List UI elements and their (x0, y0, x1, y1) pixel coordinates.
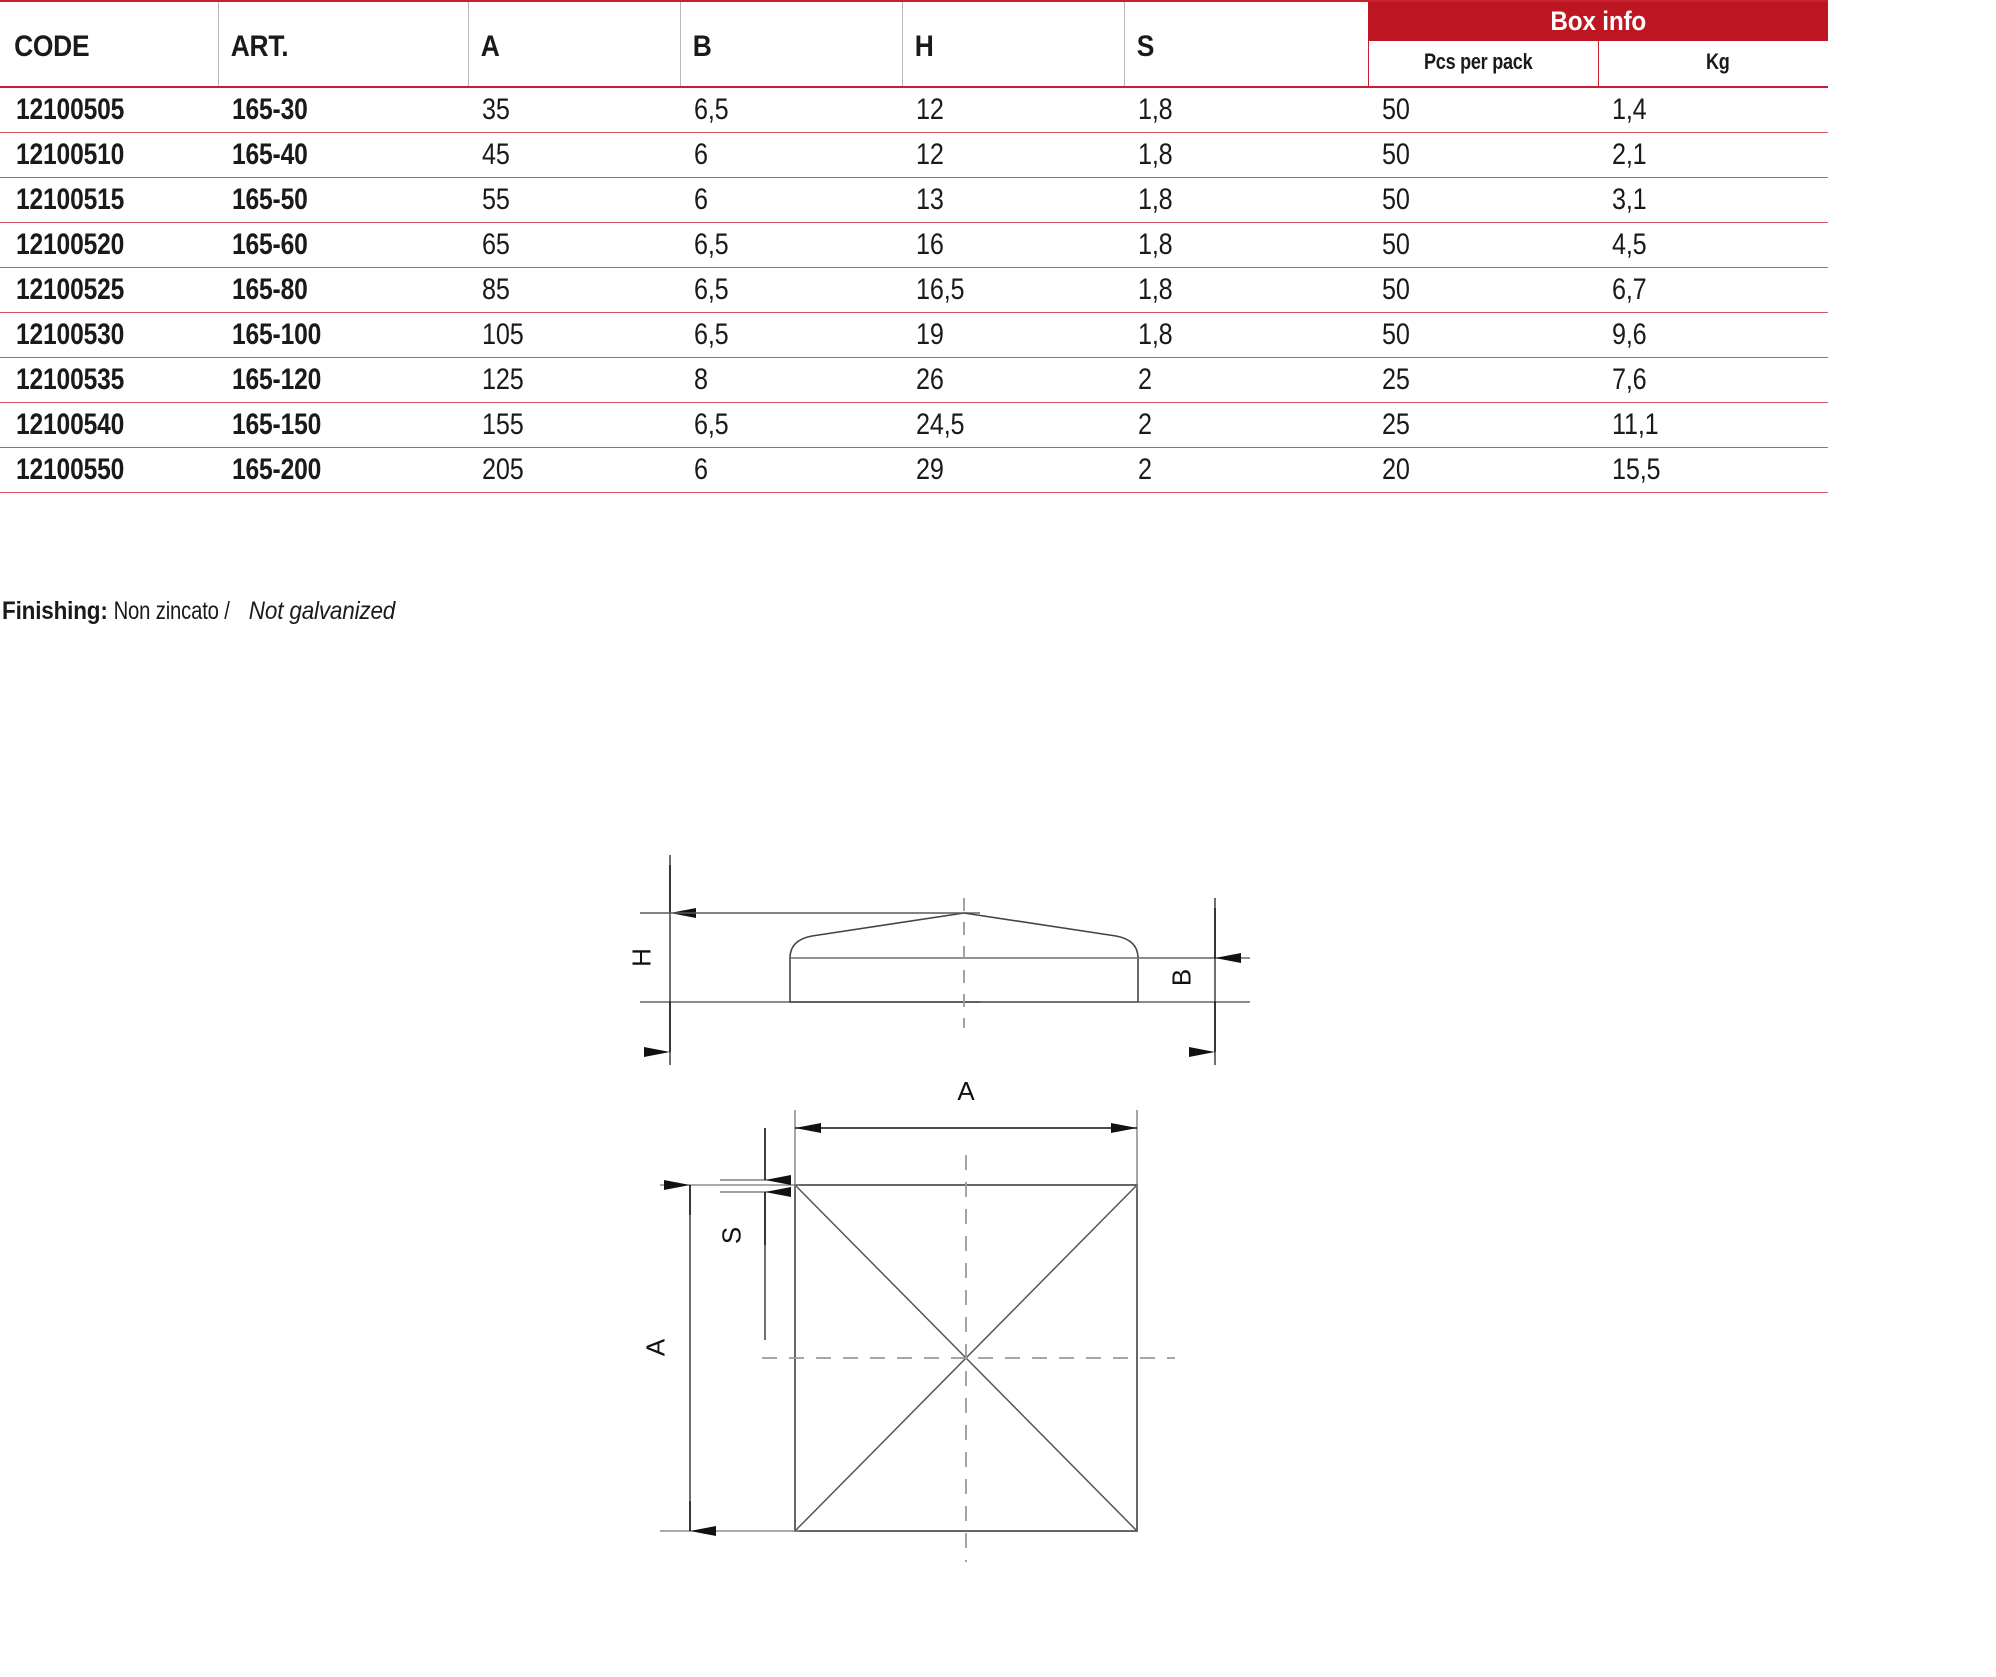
table-body (0, 87, 1828, 493)
cell-h: 26 (902, 358, 1124, 403)
box-info-banner (1368, 1, 1828, 41)
dimension-label-b: B (1166, 968, 1197, 987)
cell-s: 1,8 (1124, 178, 1368, 223)
dimension-label-h: H (626, 948, 657, 967)
cell-kg: 2,1 (1598, 133, 1828, 178)
cell-code: 12100525 (0, 268, 218, 313)
cell-pcs: 50 (1368, 178, 1598, 223)
column-header-s: S (1124, 1, 1339, 87)
cell-a: 65 (468, 223, 680, 268)
cell-b: 6,5 (680, 223, 902, 268)
header-top-row (0, 1, 1828, 41)
table-row (0, 358, 1828, 403)
cell-kg: 4,5 (1598, 223, 1828, 268)
cell-art: 165-200 (218, 448, 468, 493)
cell-kg: 7,6 (1598, 358, 1828, 403)
table-row (0, 268, 1828, 313)
cell-code: 12100540 (0, 403, 218, 448)
cell-s: 1,8 (1124, 133, 1368, 178)
cell-h: 19 (902, 313, 1124, 358)
cell-b: 6,5 (680, 87, 902, 133)
finishing-note (2, 597, 439, 626)
pcs-per-pack-label: Pcs per pack (1423, 49, 1533, 75)
table-row (0, 448, 1828, 493)
dimension-label-s: S (716, 1226, 747, 1245)
cell-b: 8 (680, 358, 902, 403)
cell-h: 12 (902, 87, 1124, 133)
cell-b: 6 (680, 448, 902, 493)
cell-art: 165-60 (218, 223, 468, 268)
cell-h: 12 (902, 133, 1124, 178)
cell-pcs: 25 (1368, 358, 1598, 403)
cell-s: 2 (1124, 358, 1368, 403)
column-header-a: A (468, 1, 655, 87)
table-row (0, 133, 1828, 178)
product-spec-table (0, 0, 1828, 493)
cell-code: 12100530 (0, 313, 218, 358)
cell-a: 205 (468, 448, 680, 493)
cell-pcs: 50 (1368, 133, 1598, 178)
cell-h: 24,5 (902, 403, 1124, 448)
table-row (0, 223, 1828, 268)
cell-a: 45 (468, 133, 680, 178)
kg-label: Kg (1705, 49, 1730, 75)
cell-code: 12100515 (0, 178, 218, 223)
cell-art: 165-80 (218, 268, 468, 313)
drawing-svg (0, 780, 1996, 1610)
cell-s: 2 (1124, 448, 1368, 493)
cell-s: 1,8 (1124, 87, 1368, 133)
cell-code: 12100535 (0, 358, 218, 403)
cell-s: 2 (1124, 403, 1368, 448)
cell-kg: 6,7 (1598, 268, 1828, 313)
cell-art: 165-40 (218, 133, 468, 178)
finishing-value-it: Non zincato / (113, 597, 230, 625)
cell-pcs: 50 (1368, 268, 1598, 313)
cell-b: 6 (680, 178, 902, 223)
cell-kg: 15,5 (1598, 448, 1828, 493)
cell-h: 16 (902, 223, 1124, 268)
technical-drawing (0, 780, 1996, 1610)
cell-kg: 1,4 (1598, 87, 1828, 133)
cell-s: 1,8 (1124, 223, 1368, 268)
column-header-pcs-per-pack (1368, 41, 1598, 87)
table-row (0, 178, 1828, 223)
cell-code: 12100550 (0, 448, 218, 493)
cell-code: 12100505 (0, 87, 218, 133)
dimension-label-a-top: A (957, 1076, 975, 1106)
cell-pcs: 50 (1368, 223, 1598, 268)
cell-pcs: 50 (1368, 87, 1598, 133)
cell-kg: 11,1 (1598, 403, 1828, 448)
cell-a: 35 (468, 87, 680, 133)
finishing-label: Finishing: (2, 597, 108, 625)
cell-a: 55 (468, 178, 680, 223)
cell-h: 29 (902, 448, 1124, 493)
column-header-b: B (680, 1, 875, 87)
table-header (0, 1, 1828, 87)
cell-a: 85 (468, 268, 680, 313)
finishing-value-en: Not galvanized (248, 597, 396, 625)
cell-pcs: 25 (1368, 403, 1598, 448)
cell-art: 165-120 (218, 358, 468, 403)
table-row (0, 313, 1828, 358)
cell-h: 16,5 (902, 268, 1124, 313)
side-elevation-view (640, 855, 1250, 1065)
cell-art: 165-50 (218, 178, 468, 223)
cell-b: 6,5 (680, 313, 902, 358)
cell-pcs: 50 (1368, 313, 1598, 358)
table-row (0, 87, 1828, 133)
cell-s: 1,8 (1124, 313, 1368, 358)
cell-kg: 9,6 (1598, 313, 1828, 358)
cell-a: 155 (468, 403, 680, 448)
dimension-label-a-left: A (640, 1338, 671, 1357)
box-info-title: Box info (1550, 6, 1646, 37)
column-header-h: H (902, 1, 1097, 87)
cell-pcs: 20 (1368, 448, 1598, 493)
finishing-line (2, 597, 395, 626)
cell-art: 165-100 (218, 313, 468, 358)
plan-view (660, 1110, 1175, 1562)
cell-a: 125 (468, 358, 680, 403)
cell-s: 1,8 (1124, 268, 1368, 313)
table-row (0, 403, 1828, 448)
cell-art: 165-150 (218, 403, 468, 448)
cell-code: 12100510 (0, 133, 218, 178)
cell-b: 6,5 (680, 403, 902, 448)
cell-h: 13 (902, 178, 1124, 223)
cell-b: 6,5 (680, 268, 902, 313)
cell-b: 6 (680, 133, 902, 178)
column-header-art: ART. (218, 1, 438, 87)
cell-a: 105 (468, 313, 680, 358)
column-header-code: CODE (0, 1, 192, 87)
cell-kg: 3,1 (1598, 178, 1828, 223)
column-header-kg (1598, 41, 1828, 87)
cell-code: 12100520 (0, 223, 218, 268)
cell-art: 165-30 (218, 87, 468, 133)
